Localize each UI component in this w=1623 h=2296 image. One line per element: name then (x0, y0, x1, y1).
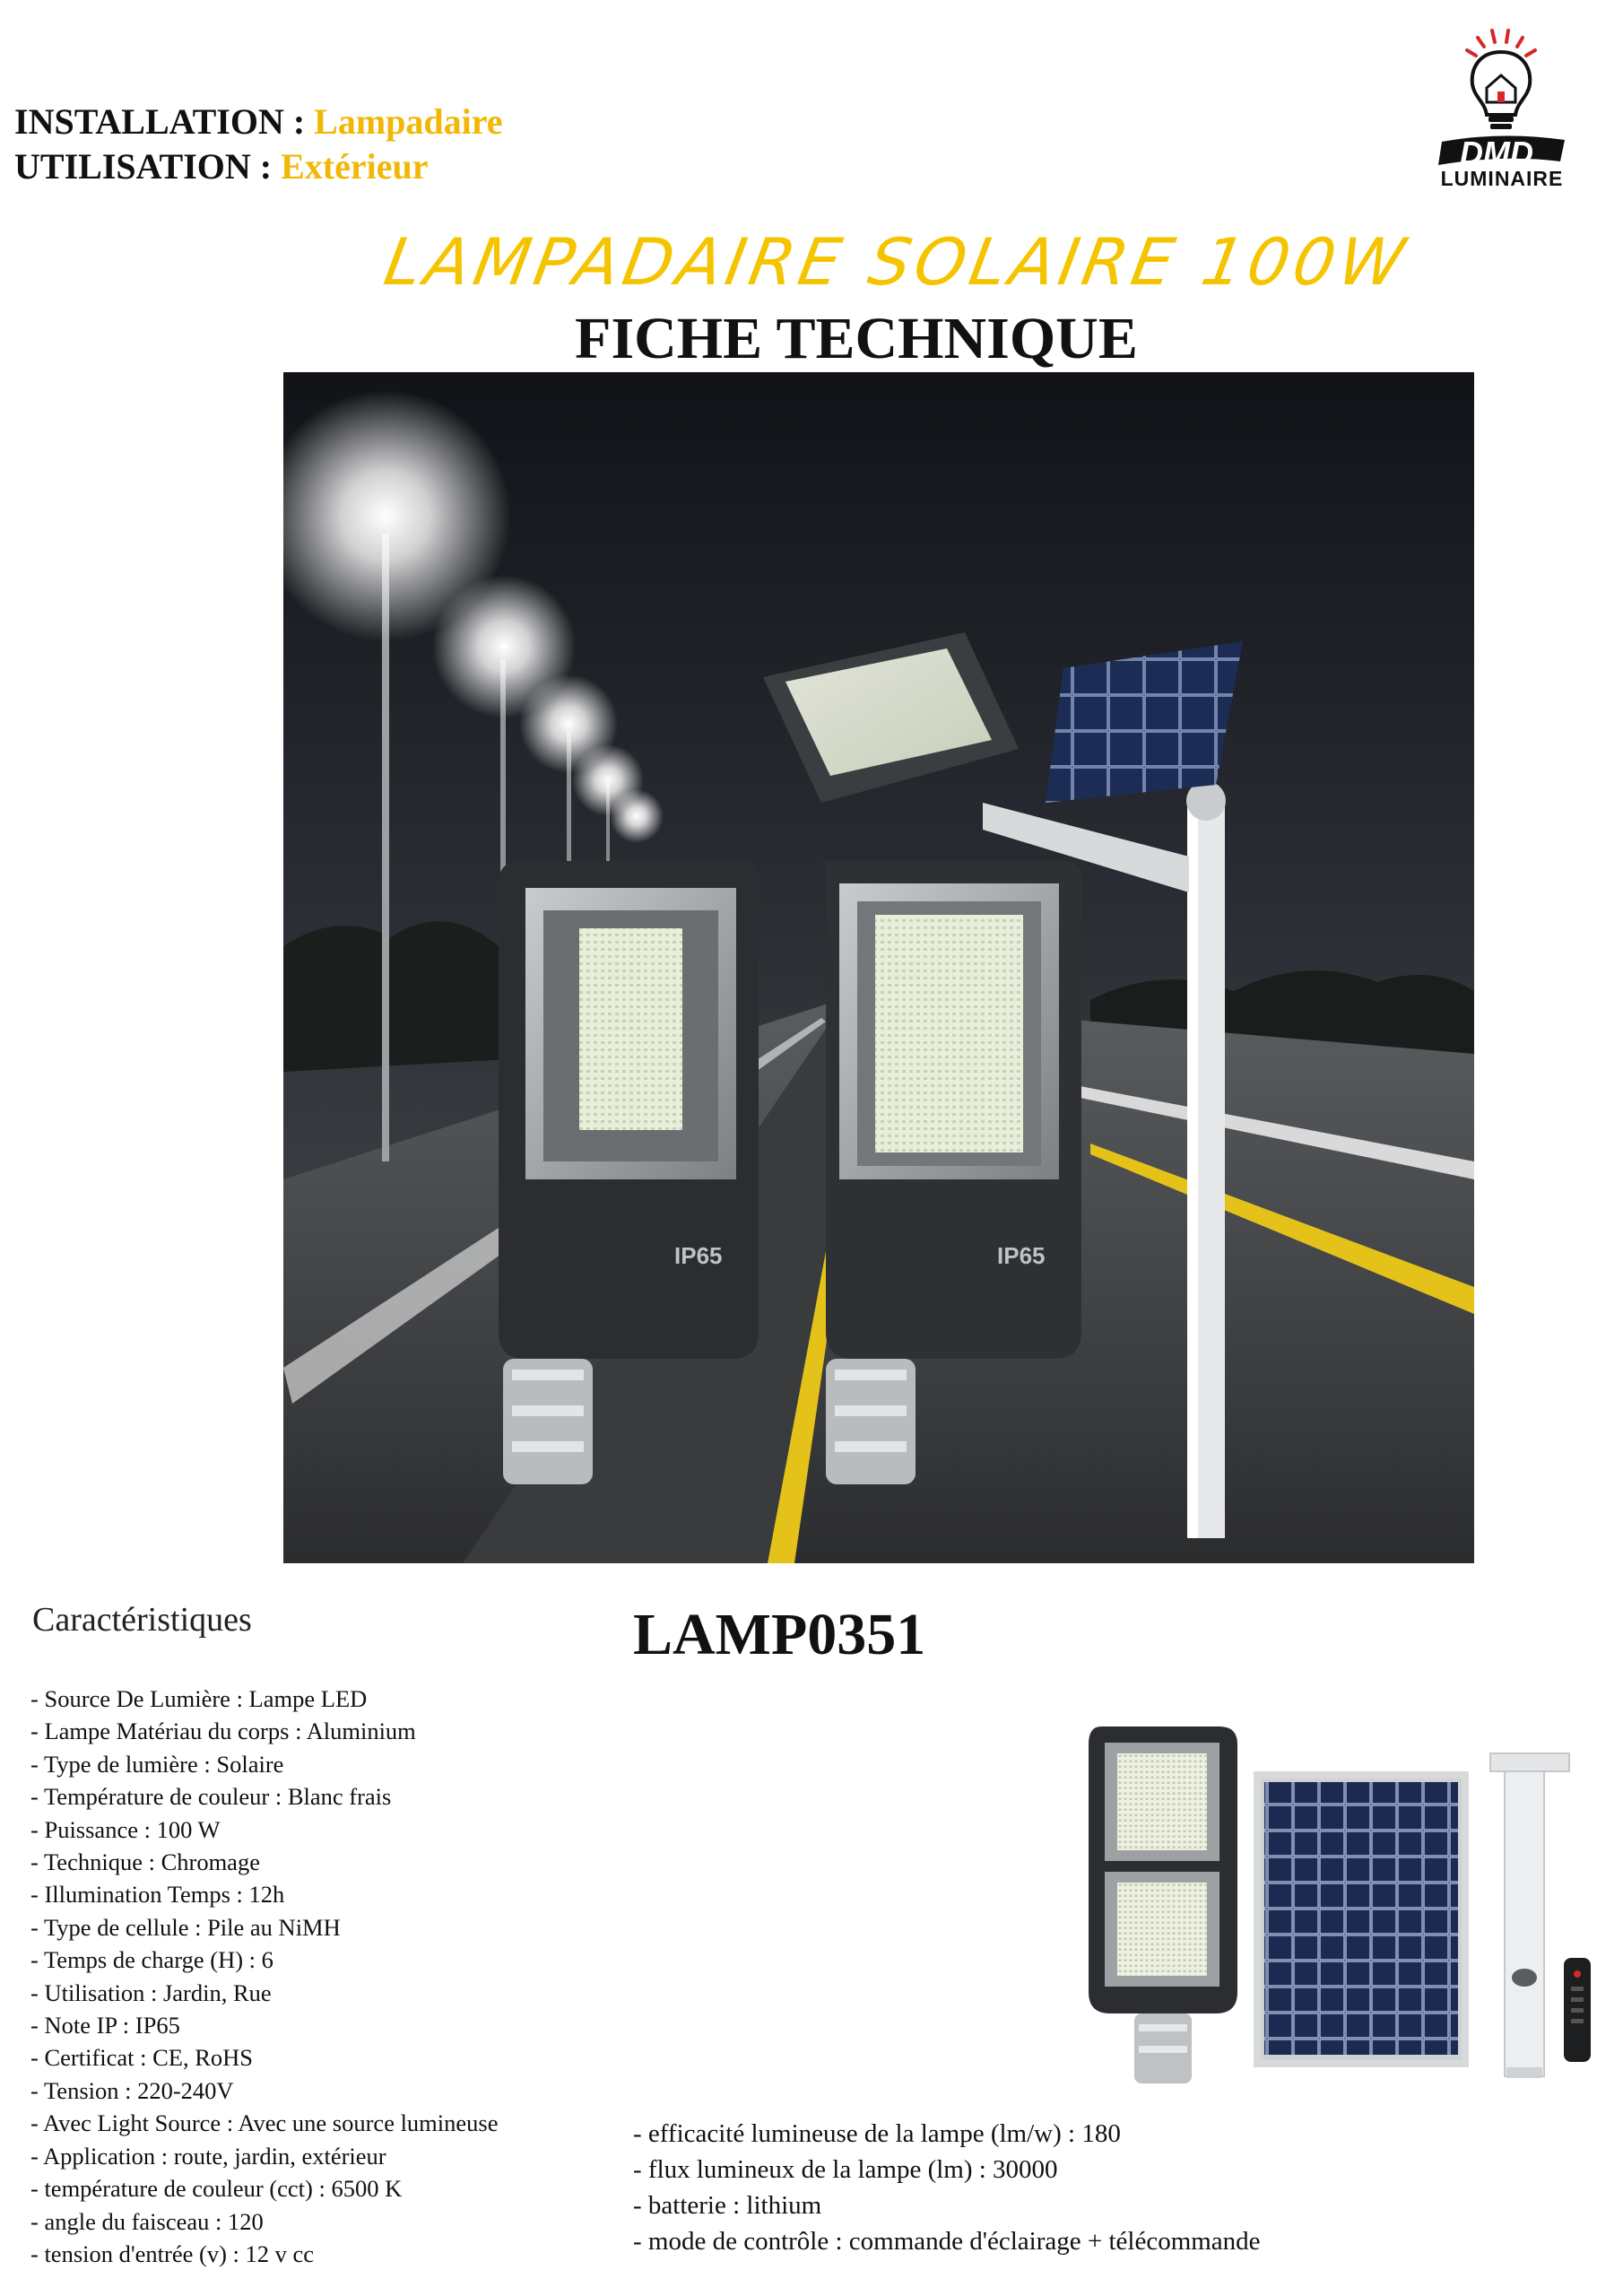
utilisation-value: Extérieur (281, 146, 429, 187)
kit-remote-control (1564, 1958, 1591, 2062)
list-item: - mode de contrôle : commande d'éclairage + télécommande (633, 2227, 1261, 2256)
brand-logo (1435, 25, 1569, 190)
logo-name-text: LUMINAIRE (1440, 167, 1564, 190)
list-item: - Technique : Chromage (30, 1848, 260, 1876)
model-number: LAMP0351 (633, 1602, 926, 1667)
list-item: - Température de couleur : Blanc frais (30, 1783, 392, 1811)
ip65-label-right: IP65 (997, 1242, 1046, 1269)
list-item: - batterie : lithium (633, 2191, 822, 2220)
product-title: LAMPADAIRE SOLAIRE 100W (378, 224, 1415, 300)
list-item: - Certificat : CE, RoHS (30, 2044, 254, 2072)
list-item: - Puissance : 100 W (30, 1815, 221, 1843)
utilisation-label: UTILISATION : (14, 146, 282, 187)
kit-product-photo (1085, 1726, 1605, 2090)
list-item: - Application : route, jardin, extérieur (30, 2142, 386, 2170)
installation-label: INSTALLATION : (14, 101, 315, 142)
list-item: - flux lumineux de la lampe (lm) : 30000 (633, 2155, 1058, 2184)
characteristics-list (30, 1683, 604, 2270)
kit-lamp (1089, 1726, 1237, 2083)
characteristics-heading: Caractéristiques (32, 1601, 252, 1639)
list-item: - Source De Lumière : Lampe LED (30, 1685, 368, 1712)
logo-brand-text: DMD (1460, 135, 1533, 171)
installation-line (14, 100, 503, 143)
hero-product-photo (283, 372, 1474, 1563)
extra-specs-list (633, 2116, 1584, 2259)
list-item: - température de couleur (cct) : 6500 K (30, 2175, 403, 2203)
ip65-label-left: IP65 (674, 1242, 723, 1269)
list-item: - Type de cellule : Pile au NiMH (30, 1913, 341, 1941)
list-item: - Tension : 220-240V (30, 2076, 234, 2104)
list-item: - Illumination Temps : 12h (30, 1881, 285, 1909)
document-title: FICHE TECHNIQUE (575, 306, 1138, 371)
list-item: - Lampe Matériau du corps : Aluminium (30, 1718, 416, 1745)
utilisation-line (14, 145, 428, 187)
list-item: - Utilisation : Jardin, Rue (30, 1979, 272, 2006)
list-item: - Avec Light Source : Avec une source lumineuse (30, 2109, 499, 2137)
list-item: - angle du faisceau : 120 (30, 2207, 264, 2235)
kit-solar-panel (1254, 1771, 1469, 2067)
list-item: - Type de lumière : Solaire (30, 1750, 284, 1778)
kit-mounting-bracket (1490, 1753, 1569, 2078)
list-item: - tension d'entrée (v) : 12 v cc (30, 2239, 315, 2267)
list-item: - Note IP : IP65 (30, 2012, 180, 2039)
list-item: - Temps de charge (H) : 6 (30, 1946, 273, 1974)
installation-value: Lampadaire (314, 101, 503, 142)
list-item: - efficacité lumineuse de la lampe (lm/w) : 180 (633, 2119, 1121, 2148)
